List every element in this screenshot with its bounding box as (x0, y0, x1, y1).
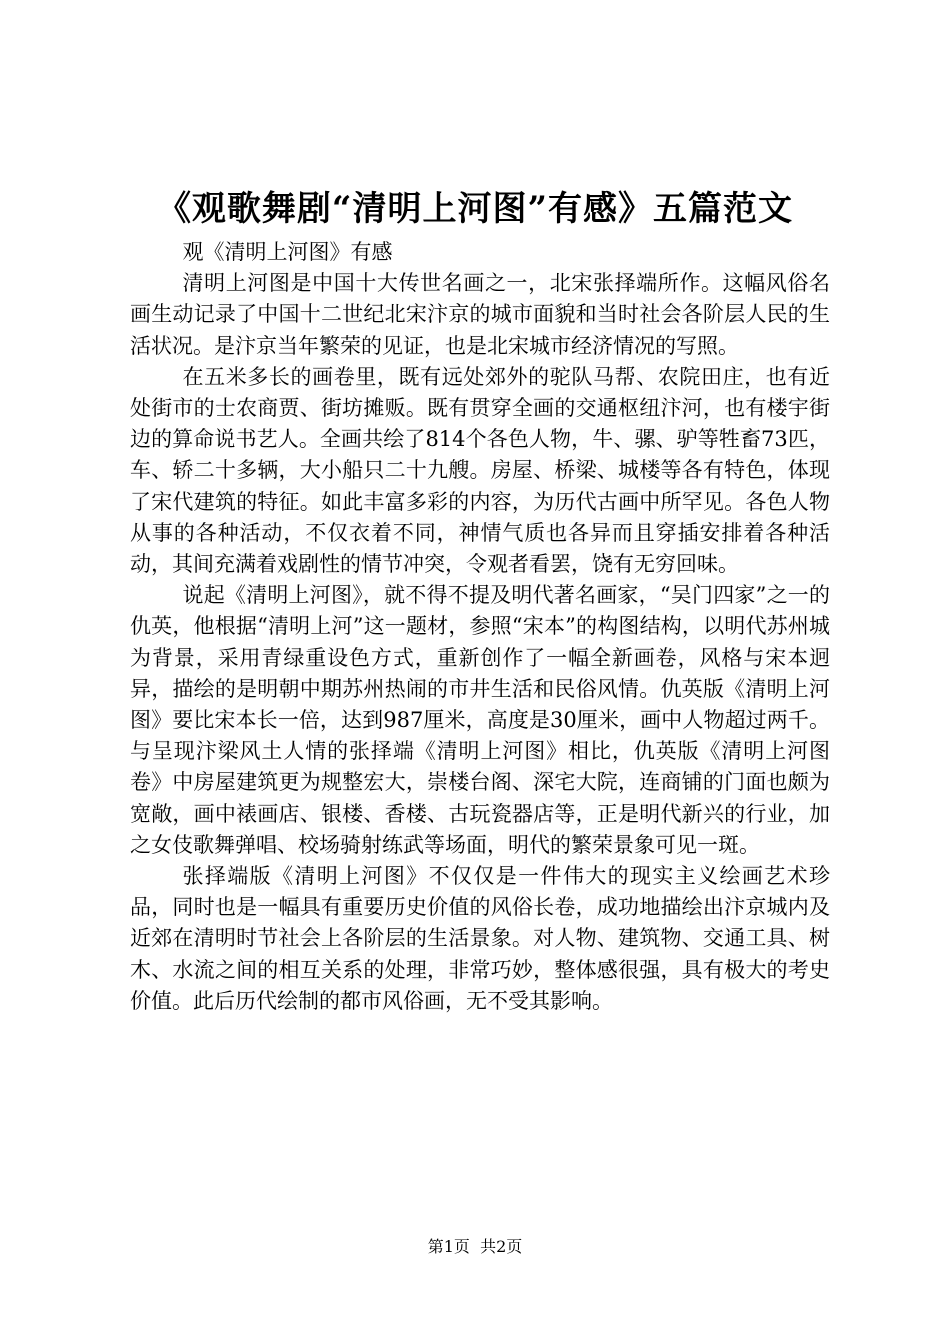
page-number: 第1页 (427, 1237, 470, 1256)
paragraph-4: 张择端版《清明上河图》不仅仅是一件伟大的现实主义绘画艺术珍品，同时也是一幅具有重要历史价值的风俗长卷，成功地描绘出汴京城内及近郊在清明时节社会上各阶层的生活景象。对人物、建筑物、交通工具、树木、水流之间的相互关系的处理，非常巧妙，整体感很强，具有极大的考史价值。此后历代绘制的都市风俗画，无不受其影响。 (130, 864, 830, 1013)
paragraph-1: 清明上河图是中国十大传世名画之一，北宋张择端所作。这幅风俗名画生动记录了中国十二世纪北宋汴京的城市面貌和当时社会各阶层人民的生活状况。是汴京当年繁荣的见证，也是北宋城市经济情况的写照。 (130, 271, 830, 358)
document-title: 《观歌舞剧“清明上河图”有感》五篇范文 (156, 189, 794, 229)
footer-separator (470, 1237, 480, 1256)
document-body (130, 237, 830, 1017)
subtitle-paragraph: 观《清明上河图》有感 (182, 240, 393, 264)
page-footer (0, 1237, 950, 1257)
page-total: 共2页 (480, 1237, 523, 1256)
paragraph-2: 在五米多长的画卷里，既有远处郊外的驼队马帮、农院田庄，也有近处街市的士农商贾、街坊摊贩。既有贯穿全画的交通枢纽汴河，也有楼宇街边的算命说书艺人。全画共绘了814个各色人物，牛、骡、驴等牲畜73匹，车、轿二十多辆，大小船只二十九艘。房屋、桥梁、城楼等各有特色，体现了宋代建筑的特征。如此丰富多彩的内容，为历代古画中所罕见。各色人物从事的各种活动，不仅衣着不同，神情气质也各异而且穿插安排着各种活动，其间充满着戏剧性的情节冲突，令观者看罢，饶有无穷回味。 (130, 364, 830, 577)
paragraph-3: 说起《清明上河图》，就不得不提及明代著名画家，“吴门四家”之一的仇英，他根据“清明上河”这一题材，参照“宋本”的构图结构，以明代苏州城为背景，采用青绿重设色方式，重新创作了一幅全新画卷，风格与宋本迥异，描绘的是明朝中期苏州热闹的市井生活和民俗风情。仇英版《清明上河图》要比宋本长一倍，达到987厘米，高度是30厘米，画中人物超过两千。与呈现汴梁风土人情的张择端《清明上河图》相比，仇英版《清明上河图卷》中房屋建筑更为规整宏大，崇楼台阁、深宅大院，连商铺的门面也颇为宽敞，画中裱画店、银楼、香楼、古玩瓷器店等，正是明代新兴的行业，加之女伎歌舞弹唱、校场骑射练武等场面，明代的繁荣景象可见一斑。 (130, 583, 830, 857)
